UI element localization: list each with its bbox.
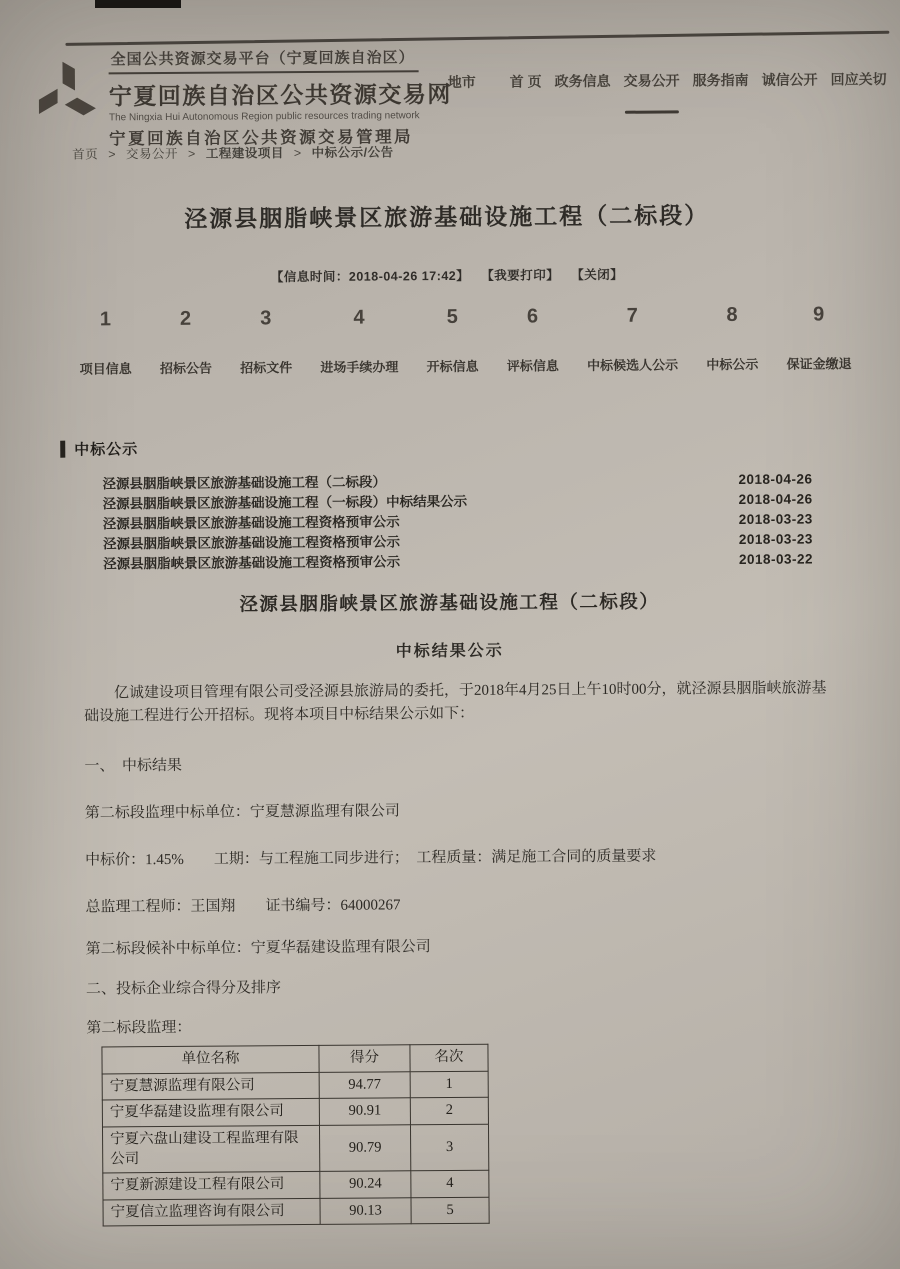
document-paragraph: 亿诚建设项目管理有限公司受泾源县旅游局的委托，于2018年4月25日上午10时00分，就泾源县胭脂峡旅游基础设施工程进行公开招标。现将本项目中标结果公示如下： — [84, 680, 827, 725]
step-number: 4 — [353, 306, 365, 329]
site-header — [28, 46, 452, 150]
main-nav — [448, 69, 886, 92]
nav-item-gov-info[interactable]: 政务信息 — [554, 72, 611, 90]
site-name-english: The Ningxia Hui Autonomous Region public resources trading network — [108, 110, 420, 124]
cell-rank: 5 — [411, 1197, 489, 1224]
step-bid-opening-info[interactable] — [426, 306, 478, 375]
cell-unit-name: 宁夏慧源监理有限公司 — [102, 1072, 319, 1100]
table-caption: 第二标段监理： — [86, 1019, 192, 1037]
document-title: 泾源县胭脂峡景区旅游基础设施工程（二标段） — [239, 592, 660, 616]
nav-item-service-guide[interactable]: 服务指南 — [692, 71, 749, 89]
document-line-alternate-unit: 第二标段候补中标单位：宁夏华磊建设监理有限公司 — [85, 938, 431, 958]
announcement-link[interactable]: 泾源县胭脂峡景区旅游基础设施工程资格预审公示 — [102, 514, 400, 532]
announcement-list — [102, 467, 813, 572]
step-deposit-refund[interactable] — [786, 303, 851, 372]
announcement-date: 2018-03-23 — [738, 531, 813, 547]
page-meta — [0, 263, 897, 287]
nav-item-integrity[interactable]: 诚信公开 — [761, 71, 818, 88]
cell-unit-name: 宁夏华磊建设监理有限公司 — [102, 1099, 319, 1127]
table-header-row — [102, 1044, 488, 1073]
breadcrumb-home[interactable]: 首页 — [72, 147, 99, 162]
breadcrumb-current: 中标公示/公告 — [311, 145, 394, 160]
site-name: 宁夏回族自治区公共资源交易网 — [108, 80, 452, 110]
announcement-date: 2018-03-22 — [738, 551, 814, 567]
table-row — [102, 1124, 488, 1173]
document-subtitle: 中标结果公示 — [395, 642, 504, 661]
step-label: 招标公告 — [159, 360, 212, 377]
cell-score: 90.24 — [320, 1171, 411, 1198]
close-button[interactable]: 【关闭】 — [571, 267, 624, 283]
step-label: 中标公示 — [706, 356, 759, 373]
step-tender-announcement[interactable] — [160, 308, 212, 377]
cell-rank: 1 — [410, 1071, 488, 1098]
announcement-link[interactable]: 泾源县胭脂峡景区旅游基础设施工程（二标段） — [102, 474, 387, 492]
breadcrumb-trade-disclosure[interactable]: 交易公开 — [125, 146, 179, 162]
platform-name: 全国公共资源交易平台（宁夏回族自治区） — [108, 46, 418, 74]
document-line-score-ranking-heading: 二、投标企业综合得分及排序 — [85, 979, 282, 998]
page-title: 泾源县胭脂峡景区旅游基础设施工程（二标段） — [184, 202, 710, 232]
document-line-winning-unit: 第二标段监理中标单位：宁夏慧源监理有限公司 — [84, 803, 400, 822]
info-time: 【信息时间：2018-04-26 17:42】 — [270, 268, 470, 285]
step-project-info[interactable] — [79, 308, 131, 377]
document-line-bid-price: 中标价：1.45% 工期：与工程施工同步进行； 工程质量：满足施工合同的质量要求 — [85, 848, 657, 869]
step-number: 9 — [813, 303, 825, 326]
step-label: 项目信息 — [79, 361, 132, 377]
process-steps — [79, 303, 851, 377]
step-number: 7 — [626, 304, 638, 327]
step-number: 2 — [179, 307, 192, 330]
announcement-link[interactable]: 泾源县胭脂峡景区旅游基础设施工程（一标段）中标结果公示 — [102, 493, 468, 512]
cell-unit-name: 宁夏信立监理咨询有限公司 — [103, 1198, 320, 1226]
nav-region-selector[interactable]: 地市 — [447, 73, 476, 91]
step-label: 中标候选人公示 — [587, 357, 679, 374]
breadcrumb-separator: > — [108, 147, 117, 162]
nav-item-home[interactable]: 首 页 — [509, 73, 542, 90]
step-label: 进场手续办理 — [320, 359, 399, 375]
section-title: 中标公示 — [74, 441, 139, 459]
announcement-date: 2018-04-26 — [738, 471, 813, 487]
nav-item-trade-disclosure-label: 交易公开 — [623, 72, 680, 89]
step-label: 保证金缴退 — [786, 356, 852, 372]
step-number: 3 — [260, 307, 272, 330]
section-accent-bar — [60, 441, 65, 458]
breadcrumb-construction-projects[interactable]: 工程建设项目 — [205, 146, 284, 161]
step-label: 开标信息 — [426, 358, 479, 375]
nav-item-trade-disclosure[interactable] — [624, 70, 680, 90]
site-logo-icon — [29, 56, 104, 133]
active-nav-underline — [625, 110, 679, 113]
table-row — [103, 1170, 489, 1199]
nav-item-response[interactable]: 回应关切 — [830, 70, 887, 88]
score-ranking-table — [101, 1044, 489, 1227]
step-tender-documents[interactable] — [240, 307, 292, 376]
announcement-link[interactable]: 泾源县胭脂峡景区旅游基础设施工程资格预审公示 — [102, 534, 400, 552]
step-number: 8 — [726, 303, 738, 327]
breadcrumb-separator: > — [293, 146, 302, 161]
cell-rank: 2 — [410, 1098, 488, 1125]
column-header-unit-name: 单位名称 — [102, 1046, 319, 1074]
announcement-date: 2018-04-26 — [738, 491, 813, 507]
list-item — [103, 547, 813, 572]
site-logo-text — [108, 46, 452, 149]
cell-rank: 3 — [410, 1124, 488, 1171]
step-award-publicity[interactable] — [706, 304, 758, 373]
step-label: 招标文件 — [240, 360, 293, 376]
table-row — [102, 1098, 488, 1127]
breadcrumb — [72, 142, 393, 162]
document-line-chief-engineer: 总监理工程师：王国翔 证书编号：64000267 — [85, 897, 401, 916]
table-row — [103, 1197, 489, 1226]
step-candidate-publicity[interactable] — [587, 304, 678, 374]
column-header-score: 得分 — [319, 1045, 410, 1072]
announcement-date: 2018-03-23 — [738, 511, 813, 527]
announcement-link[interactable]: 泾源县胭脂峡景区旅游基础设施工程资格预审公示 — [103, 554, 401, 572]
section-header — [60, 438, 138, 460]
print-button[interactable]: 【我要打印】 — [481, 268, 560, 283]
cell-rank: 4 — [411, 1170, 489, 1197]
step-number: 1 — [99, 308, 111, 331]
step-label: 评标信息 — [506, 358, 559, 374]
bureau-name: 宁夏回族自治区公共资源交易管理局 — [109, 128, 414, 149]
breadcrumb-separator: > — [187, 146, 196, 161]
cell-score: 94.77 — [319, 1072, 410, 1099]
document-line-award-result-heading: 一、 中标结果 — [84, 757, 183, 775]
document-body — [84, 677, 836, 1226]
cell-score: 90.79 — [319, 1125, 410, 1172]
cell-unit-name: 宁夏六盘山建设工程监理有限公司 — [102, 1125, 319, 1173]
column-header-rank: 名次 — [410, 1044, 488, 1071]
step-number: 6 — [526, 305, 539, 328]
table-row — [102, 1071, 488, 1100]
step-number: 5 — [446, 305, 458, 329]
step-bid-evaluation-info[interactable] — [506, 305, 558, 374]
cell-score: 90.91 — [319, 1098, 410, 1125]
step-entry-procedures[interactable] — [320, 306, 398, 376]
header-top-rule — [65, 31, 889, 46]
cell-score: 90.13 — [320, 1197, 411, 1224]
cell-unit-name: 宁夏新源建设工程有限公司 — [103, 1171, 320, 1199]
